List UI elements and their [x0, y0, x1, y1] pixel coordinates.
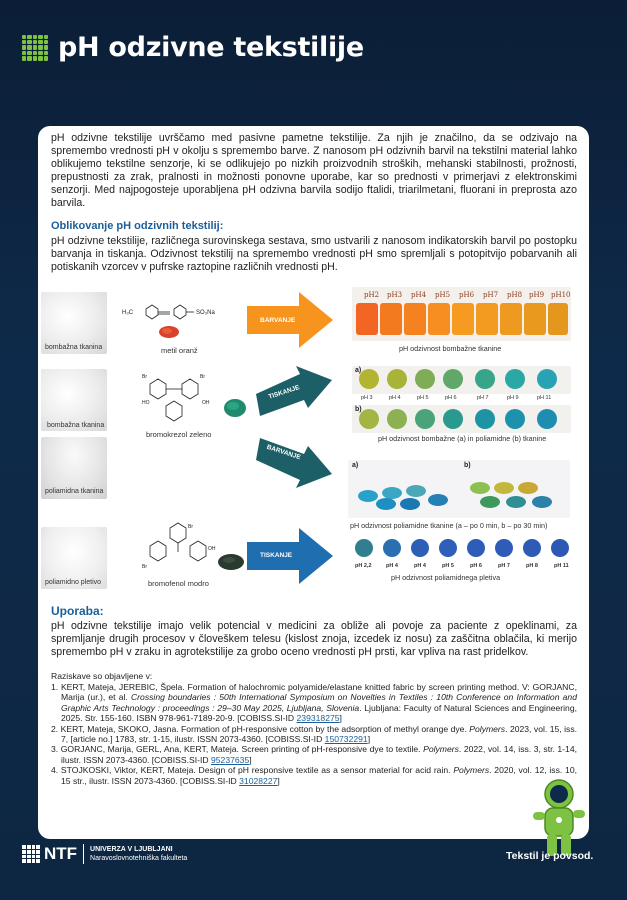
ph-label: pH 8 — [526, 563, 538, 569]
arrow-label: BARVANJE — [265, 443, 302, 462]
textile-grid-icon — [22, 35, 48, 61]
dye-label: bromofenol modro — [148, 579, 209, 588]
section-text-uporaba: pH odzivne tekstilije imajo velik potencial v medicini za obliže ali povoje za paciente z opeklinami, za spremljanje drugih procesov v človeškem telesu (kislost znoja, izcedek iz nosu) za zaščitna oblačila, ki merijo spremembo pH v zraku in agrotekstilije za grobo oceno vrednosti pH prsti, kar vpliva na rast pridelkov. — [51, 620, 577, 658]
fabric-label: bombažna tkanina — [47, 422, 105, 429]
figure-caption: pH odzivnost poliamidnega pletiva — [391, 573, 501, 582]
arrow-label: TISKANJE — [267, 384, 301, 401]
bromophenol-blue-powder — [216, 552, 246, 572]
content-card — [38, 126, 589, 839]
figure-caption: pH odzivnost bombažne (a) in poliamidne (b) tkanine — [378, 434, 547, 443]
pletivo-labels — [352, 563, 571, 571]
ph-label: pH 7 — [477, 395, 489, 401]
fabric-label: poliamidna tkanina — [45, 488, 104, 495]
ph-label: pH 9 — [507, 395, 519, 401]
bromocresol-green-powder — [222, 396, 248, 420]
poster-header — [22, 32, 364, 63]
fabric-label: poliamidno pletivo — [45, 579, 102, 586]
cobiss-link[interactable]: 31028227 — [239, 775, 278, 786]
ph-label: pH 5 — [442, 563, 454, 569]
dye-label: metil oranž — [161, 346, 198, 355]
ph-label: pH 3 — [361, 395, 373, 401]
polyamide-dyed-photo — [348, 460, 570, 518]
page-title: pH odzivne tekstilije — [58, 32, 364, 63]
arrow-label: BARVANJE — [260, 317, 296, 324]
jar-label: pH7 — [483, 291, 499, 299]
petri-dishes — [348, 460, 570, 518]
section-heading-uporaba: Uporaba: — [51, 604, 104, 618]
panel-tag: b) — [355, 406, 362, 413]
jar-label: pH6 — [459, 291, 475, 299]
panel-tag: a) — [355, 367, 362, 374]
svg-text:H₃C: H₃C — [122, 310, 134, 316]
ph-label: pH 7 — [498, 563, 510, 569]
figure-caption: pH odzivnost poliamidne tkanine (a – po 0 min, b – po 30 min) — [350, 521, 548, 530]
svg-text:Br: Br — [200, 374, 205, 380]
ph-label: pH 4 — [386, 563, 398, 569]
reference-item: 4. STOJKOSKI, Viktor, KERT, Mateja. Design of pH responsive textile as a sensor material for acid rain. Polymers. 2020, vol. 12, iss. 10, 15 str., ilustr. ISSN 2073-4360. [COBISS.SI-ID 31028227] — [51, 765, 577, 786]
jar-label: pH3 — [387, 291, 403, 299]
figure-caption: pH odzivnost bombažne tkanine — [399, 344, 502, 353]
ntf-grid-icon — [22, 845, 40, 863]
reference-item: 1. KERT, Mateja, JEREBIC, Špela. Formation of halochromic polyamide/elastane knitted fabric by screen printing method. V: GORJANC, Marija (ur.), et al. Crossing boundaries : 50th International Symposium on Novelties in Textiles : 10th Conference on Information and Graphic Arts Technology : proceedings : 29–30 May 2025, Ljubljana, Slovenia. Ljubljana: Faculty of Natural Sciences and Engineering, 2025. Str. 155-160. ISBN 978-961-7189-20-9. [COBISS.SI-ID 239318275] — [51, 682, 577, 724]
ph-label: pH 11 — [537, 395, 552, 401]
bromophenol-blue-structure — [142, 520, 224, 576]
knit-samples-photo — [352, 534, 571, 562]
svg-text:SO₃Na: SO₃Na — [196, 310, 215, 316]
cobiss-link[interactable]: 150732291 — [324, 734, 368, 745]
cobiss-link[interactable]: 95237635 — [210, 754, 250, 765]
jar-label: pH9 — [529, 291, 545, 299]
ntf-logo[interactable] — [22, 844, 187, 864]
reference-item: 2. KERT, Mateja, SKOKO, Jasna. Formation of pH-responsive cotton by the adsorption of methyl orange dye. Polymers. 2023, vol. 15, iss. 7, [article no.] 1783, str. 1-15, ilustr. ISSN 2073-4360. [COBISS.SI-ID 150732291] — [51, 723, 578, 745]
polyamide-printed-samples — [352, 405, 571, 433]
svg-text:OH: OH — [208, 546, 216, 552]
panel-tag: a) — [352, 462, 359, 469]
ph-label: pH 6 — [470, 563, 482, 569]
university-name — [90, 845, 187, 863]
samples-row-a — [352, 366, 571, 394]
knit-samples — [352, 534, 571, 562]
methyl-orange-powder — [158, 324, 180, 340]
section-text-oblikovanje: pH odzivne tekstilije, različnega surovinskega sestava, smo ustvarili z nanosom indikatorskih barvil po postopku barvanja in tiskanja. Odzivnost tekstilij na spremembo vrednosti pH smo spremljali s potopitvijo pobarvanih ali potiskanih vzorcev v pufrske raztopine različnih vrednosti pH. — [51, 235, 577, 273]
ph-label: pH 4 — [414, 563, 426, 569]
jar-label: pH2 — [364, 291, 380, 299]
panel-tag: b) — [464, 462, 471, 469]
bromocresol-green-structure — [142, 366, 224, 428]
jar-label: pH4 — [411, 291, 427, 299]
uporaba-section — [51, 604, 577, 786]
svg-text:Br: Br — [142, 374, 147, 380]
reference-item: 3. GORJANC, Marija, GERL, Ana, KERT, Mateja. Screen printing of pH-responsive dye to textile. Polymers. 2022, vol. 14, iss. 3, str. 1-14, ilustr. ISSN 2073-4360. [COBISS.SI-ID 95237635] — [51, 744, 577, 765]
references-heading: Raziskave so objavljene v: — [51, 671, 153, 681]
fabric-label: bombažna tkanina — [45, 344, 103, 351]
references-list — [51, 682, 577, 786]
samples-row-b — [352, 405, 571, 433]
ph-label: pH 2,2 — [355, 563, 372, 569]
svg-text:OH: OH — [202, 400, 210, 406]
methyl-orange-structure — [122, 300, 262, 326]
tagline: Tekstil je povsod. — [506, 850, 594, 862]
cotton-printed-samples — [352, 366, 571, 394]
jar-label: pH8 — [507, 291, 523, 299]
ph-label: pH 4 — [389, 395, 401, 401]
intro-paragraph: pH odzivne tekstilije uvrščamo med pasivne pametne tekstilije. Za njih je značilno, da se odzivajo na spremembo vrednosti pH v okolju s spremembo barve. Z nanosom pH odzivnih barvil na tekstilni material lahko oblikujemo tekstilne senzorje, ki se odlikujejo po nizkih proizvodnih stroških, mehanski stabilnosti, prožnosti, prepustnosti za zrak, pralnosti in možnosti ponovne uporabe, kar so prednosti v primerjavi z elektronskimi senzorji. Med najpogosteje uporabljena pH odzivna barvila sodijo ftalidi, triarilmetani, fluorani in preprosta azo barvila. — [51, 132, 577, 209]
university-line1: UNIVERZA V LJUBLJANI — [90, 846, 173, 853]
dye-label: bromokrezol zeleno — [146, 430, 212, 439]
process-figure — [38, 284, 589, 588]
ph-label: pH 11 — [554, 563, 569, 569]
cobiss-link[interactable]: 239318275 — [296, 713, 340, 724]
row-a-labels — [357, 395, 576, 403]
cotton-jars-photo — [352, 287, 571, 341]
svg-text:HO: HO — [142, 400, 150, 406]
arrow-label: TISKANJE — [260, 552, 293, 559]
ph-label: pH 6 — [445, 395, 457, 401]
ntf-wordmark: NTF — [44, 844, 84, 864]
university-line2: Naravoslovnotehniška fakulteta — [90, 855, 188, 862]
section-heading-oblikovanje: Oblikovanje pH odzivnih tekstilij: — [51, 220, 224, 232]
ph-label: pH 5 — [417, 395, 429, 401]
jar-label: pH10 — [551, 291, 571, 299]
svg-text:Br: Br — [188, 524, 193, 530]
svg-text:Br: Br — [142, 564, 147, 570]
jar-label: pH5 — [435, 291, 451, 299]
